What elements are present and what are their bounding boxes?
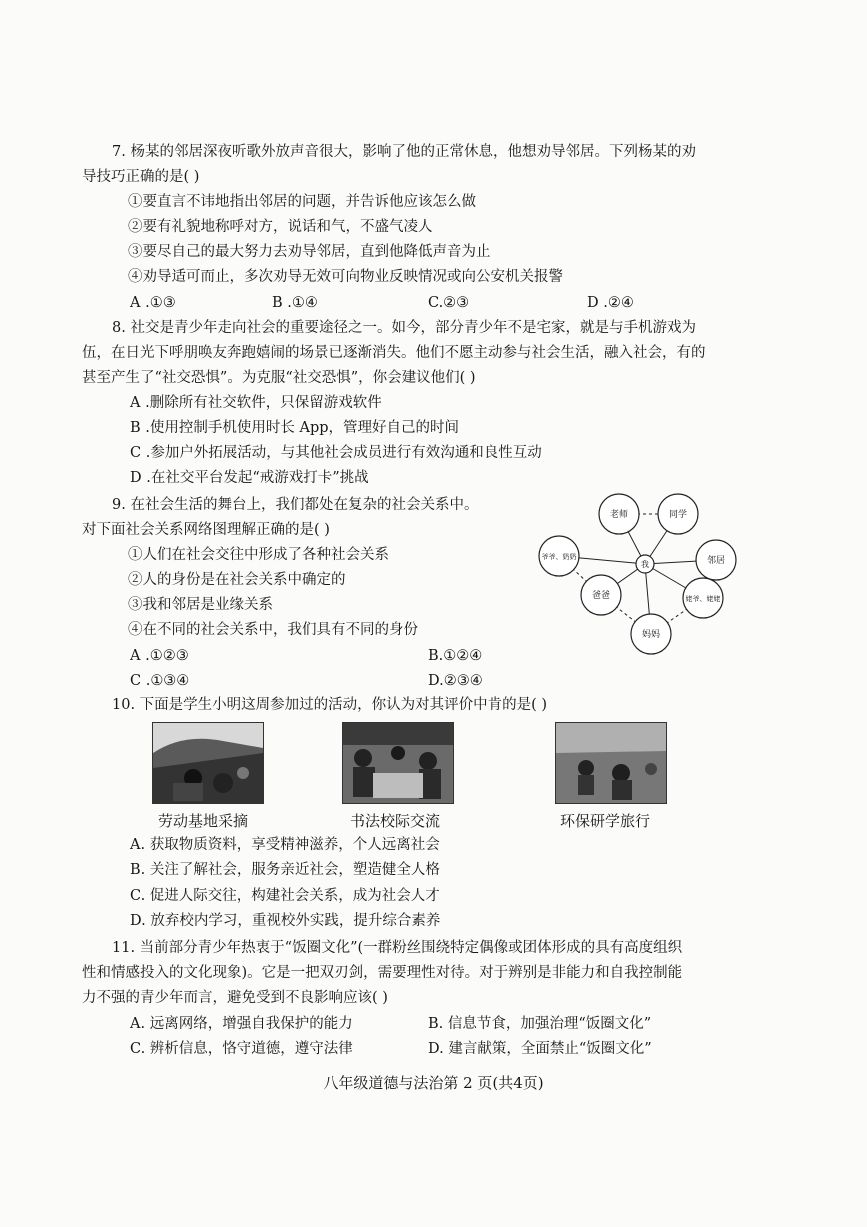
q11-stem-line-3: 力不强的青少年而言，避免受到不良影响应该( ): [82, 990, 388, 1006]
q8-stem-line-2: 伍，在日光下呼朋唤友奔跑嬉闹的场景已逐渐消失。他们不愿主动参与社会生活，融入社会，有的: [82, 345, 706, 361]
q8-stem-line-1: 8. 社交是青少年走向社会的重要途径之一。如今，部分青少年不是宅家，就是与手机游戏为: [112, 320, 696, 336]
q9-stem-line-2: 对下面社会关系网络图理解正确的是( ): [82, 522, 330, 538]
caption-calligraphy-exchange: 书法校际交流: [350, 812, 441, 830]
photo-environmental-study: [555, 722, 667, 804]
photo-labor-picking: [152, 722, 264, 804]
q10-choice-a: A. 获取物质资料，享受精神滋养，个人远离社会: [130, 837, 440, 853]
node-classmate-label: 同学: [668, 510, 688, 520]
q8-choice-d: D .在社交平台发起“戒游戏打卡”挑战: [130, 470, 369, 486]
q11-choice-a: A. 远离网络，增强自我保护的能力: [130, 1016, 353, 1032]
q9-choice-d: D.②③④: [428, 673, 483, 689]
q9-choice-a: A .①②③: [130, 648, 189, 664]
q7-choice-c: C.②③: [428, 295, 470, 311]
social-relations-diagram: [535, 488, 755, 658]
q8-stem-line-3: 甚至产生了“社交恐惧”。为克服“社交恐惧”，你会建议他们( ): [82, 370, 476, 386]
q7-stem-line-2: 导技巧正确的是( ): [82, 169, 200, 185]
q10-choice-d: D. 放弃校内学习，重视校外实践，提升综合素养: [130, 913, 441, 929]
q11-stem-line-2: 性和情感投入的文化现象)。它是一把双刃剑，需要理性对待。对于辨别是非能力和自我控制能: [82, 965, 683, 981]
node-mother-label: 妈妈: [641, 630, 661, 640]
caption-labor-picking: 劳动基地采摘: [158, 812, 249, 830]
q8-choice-b: B .使用控制手机使用时长 App，管理好自己的时间: [130, 420, 460, 436]
q11-choice-c: C. 辨析信息，恪守道德，遵守法律: [130, 1041, 353, 1057]
node-me-label: 我: [641, 560, 649, 569]
q9-stem-line-1: 9. 在社会生活的舞台上，我们都处在复杂的社会关系中。: [112, 497, 479, 513]
node-grandparents-label: 爷爷、奶奶: [541, 553, 577, 561]
q11-stem-line-1: 11. 当前部分青少年热衷于“饭圈文化”(一群粉丝围绕特定偶像或团体形成的具有高度组织: [112, 940, 683, 956]
q9-choice-b: B.①②④: [428, 648, 483, 664]
q7-choice-b: B .①④: [272, 295, 318, 311]
q11-choice-b: B. 信息节食，加强治理“饭圈文化”: [428, 1016, 652, 1032]
node-father-label: 爸爸: [591, 591, 611, 601]
q7-item-1: ①要直言不讳地指出邻居的问题，并告诉他应该怎么做: [128, 194, 476, 210]
q9-choice-c: C .①③④: [130, 673, 190, 689]
q8-choice-c: C .参加户外拓展活动，与其他社会成员进行有效沟通和良性互动: [130, 445, 542, 461]
q10-choice-c: C. 促进人际交往，构建社会关系，成为社会人才: [130, 888, 440, 904]
q9-item-1: ①人们在社会交往中形成了各种社会关系: [128, 547, 389, 563]
q9-item-3: ③我和邻居是业缘关系: [128, 597, 273, 613]
q7-item-4: ④劝导适可而止，多次劝导无效可向物业反映情况或向公安机关报警: [128, 269, 563, 285]
q7-choice-a: A .①③: [130, 295, 176, 311]
node-teacher-label: 老师: [609, 510, 629, 520]
node-neighbor-label: 邻居: [706, 556, 726, 566]
q9-item-4: ④在不同的社会关系中，我们具有不同的身份: [128, 622, 418, 638]
page-footer: 八年级道德与法治第 2 页(共4页): [323, 1074, 544, 1092]
caption-environmental-study: 环保研学旅行: [560, 812, 651, 830]
q9-item-2: ②人的身份是在社会关系中确定的: [128, 572, 346, 588]
q11-choice-d: D. 建言献策，全面禁止“饭圈文化”: [428, 1041, 652, 1057]
node-maternal-grandparents-label: 姥爷、姥姥: [685, 595, 721, 603]
q10-choice-b: B. 关注了解社会，服务亲近社会，塑造健全人格: [130, 862, 440, 878]
q10-stem-line-1: 10. 下面是学生小明这周参加过的活动，你认为对其评价中肯的是( ): [112, 697, 548, 713]
q7-item-3: ③要尽自己的最大努力去劝导邻居，直到他降低声音为止: [128, 244, 491, 260]
q7-stem-line-1: 7. 杨某的邻居深夜听歌外放声音很大，影响了他的正常休息，他想劝导邻居。下列杨某的劝: [112, 144, 696, 160]
q7-choice-d: D .②④: [587, 295, 634, 311]
q8-choice-a: A .删除所有社交软件，只保留游戏软件: [130, 395, 382, 411]
q7-item-2: ②要有礼貌地称呼对方，说话和气，不盛气凌人: [128, 219, 433, 235]
photo-calligraphy-exchange: [342, 722, 454, 804]
